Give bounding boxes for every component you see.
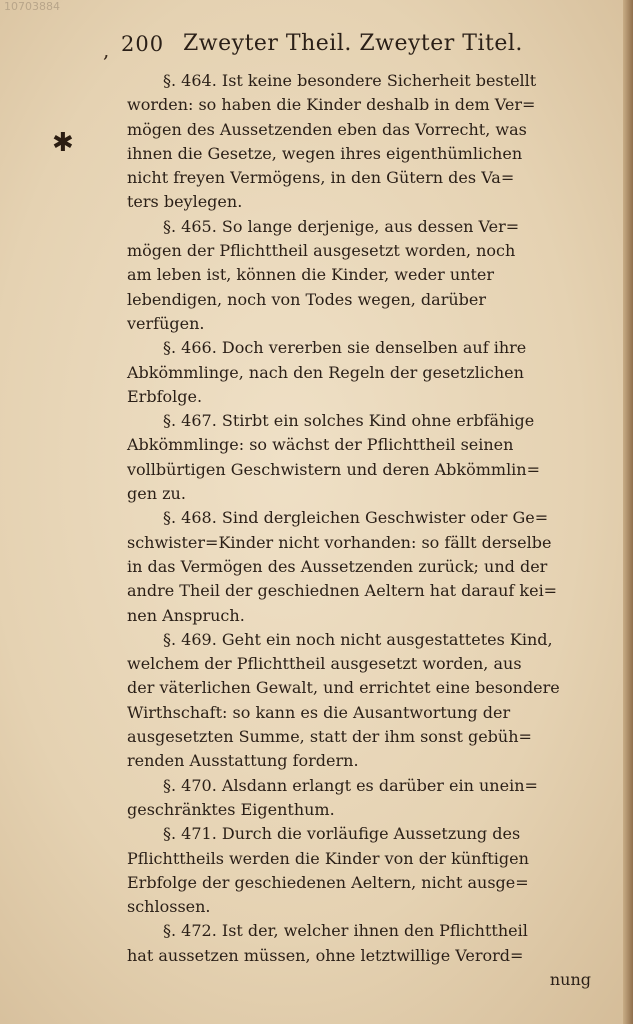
text-line: in das Vermögen des Aussetzenden zurück; und der [127, 556, 548, 576]
text-line: Abkömmlinge: so wächst der Pflichttheil seinen [127, 435, 514, 455]
text-line: schwister=Kinder nicht vorhanden: so fällt derselbe [127, 532, 552, 552]
text-line: §. 466. Doch vererben sie denselben auf ihre [163, 338, 527, 358]
text-line: renden Ausstattung fordern. [127, 751, 359, 771]
paragraph-469 [127, 630, 591, 776]
paragraph-464 [127, 71, 591, 217]
text-line: vollbürtigen Geschwistern und deren Abkömmlin= [127, 459, 541, 479]
catchword: nung [549, 969, 591, 989]
running-head: Zweyter Theil. Zweyter Titel. [183, 31, 523, 56]
paragraph-468 [127, 508, 591, 629]
header-tick-mark: , [103, 38, 110, 62]
paragraph-470 [127, 776, 591, 825]
text-line: §. 471. Durch die vorläufige Aussetzung des [163, 824, 521, 844]
text-line: andre Theil der geschiednen Aeltern hat darauf kei= [127, 581, 558, 601]
text-line: ausgesetzten Summe, statt der ihm sonst gebüh= [127, 727, 532, 747]
text-line: worden: so haben die Kinder deshalb in dem Ver= [127, 95, 536, 115]
text-line: Wirthschaft: so kann es die Ausantwortung der [127, 702, 511, 722]
text-line: gen zu. [127, 484, 186, 504]
text-line: §. 465. So lange derjenige, aus dessen Ver= [163, 216, 520, 236]
text-line: §. 470. Alsdann erlangt es darüber ein unein= [163, 775, 538, 795]
text-line: nicht freyen Vermögens, in den Gütern des Va= [127, 168, 515, 188]
catalog-id: 10703884 [4, 0, 60, 13]
page-body [127, 71, 591, 994]
text-line: §. 467. Stirbt ein solches Kind ohne erbfähige [163, 411, 535, 431]
page-header [103, 28, 603, 62]
text-line: ters beylegen. [127, 192, 243, 212]
text-line: nen Anspruch. [127, 605, 245, 625]
margin-annotation-icon: ✱ [52, 128, 74, 158]
text-line: Pflichttheils werden die Kinder von der künftigen [127, 848, 529, 868]
text-line: §. 464. Ist keine besondere Sicherheit bestellt [163, 71, 537, 90]
text-line: §. 468. Sind dergleichen Geschwister oder Ge= [163, 508, 549, 528]
text-line: mögen des Aussetzenden eben das Vorrecht, was [127, 119, 527, 139]
paragraph-471 [127, 824, 591, 921]
text-line: lebendigen, noch von Todes wegen, darüber [127, 289, 487, 309]
paragraph-472 [127, 921, 591, 994]
paragraph-467 [127, 411, 591, 508]
text-line: Abkömmlinge, nach den Regeln der gesetzlichen [127, 362, 524, 382]
text-line: §. 472. Ist der, welcher ihnen den Pflichttheil [163, 921, 528, 941]
text-line: Erbfolge. [127, 386, 203, 406]
text-line: verfügen. [127, 313, 205, 333]
text-line: geschränktes Eigenthum. [127, 799, 335, 819]
text-line: am leben ist, können die Kinder, weder unter [127, 265, 495, 285]
paragraph-465 [127, 217, 591, 338]
text-line: hat aussetzen müssen, ohne letztwillige Verord= [127, 945, 524, 965]
page-edge [623, 0, 633, 1024]
paragraph-466 [127, 338, 591, 411]
text-line: der väterlichen Gewalt, und errichtet eine besondere [127, 678, 560, 698]
text-line: mögen der Pflichttheil ausgesetzt worden, noch [127, 241, 516, 261]
text-line: Erbfolge der geschiedenen Aeltern, nicht ausge= [127, 872, 529, 892]
page-number: 200 [121, 32, 165, 56]
text-line: welchem der Pflichttheil ausgesetzt worden, aus [127, 654, 522, 674]
text-line: §. 469. Geht ein noch nicht ausgestattetes Kind, [163, 629, 553, 649]
text-line: ihnen die Gesetze, wegen ihres eigenthümlichen [127, 143, 523, 163]
text-line: schlossen. [127, 897, 211, 917]
